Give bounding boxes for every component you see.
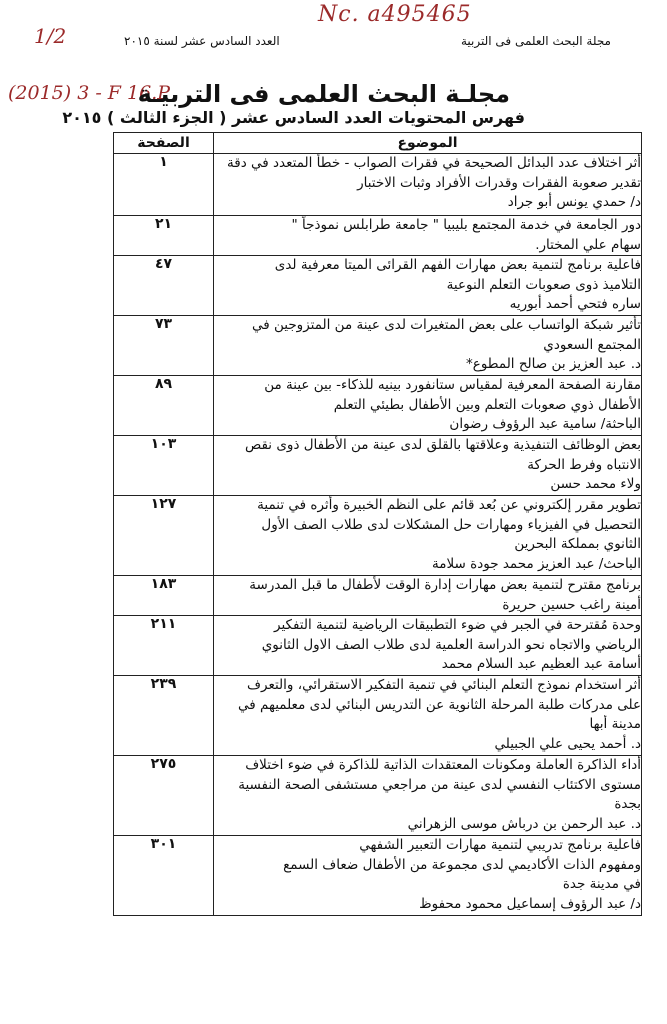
entry-topic-cell: [214, 676, 642, 756]
entry-title-line: ومفهوم الذات الأكاديمي لدى مجموعة من الأطفال ضعاف السمع: [283, 856, 641, 873]
entry-author: د/ حمدي يونس أبو جراد: [507, 194, 641, 210]
entry-topic-cell: [214, 154, 642, 216]
table-row: [114, 376, 642, 436]
contents-table-body: [114, 154, 642, 916]
entry-title-line: تأثير شبكة الواتساب على بعض المتغيرات لدى عينة من المتزوجين في: [251, 317, 641, 333]
running-header-issue: العدد السادس عشر لسنة ٢٠١٥: [124, 34, 280, 48]
entry-title-line: التحصيل في الفيزياء ومهارات حل المشكلات لدى طلاب الصف الأول: [261, 516, 641, 533]
entry-author: أسامة عبد العظيم عبد السلام محمد: [441, 656, 641, 672]
entry-page-number: ٢١١: [114, 616, 214, 676]
entry-page-number: ٢٣٩: [114, 676, 214, 756]
entry-title-line: برنامج مقترح لتنمية بعض مهارات إدارة الوقت لأطفال ما قبل المدرسة: [249, 577, 641, 593]
contents-table: [113, 132, 642, 916]
page-subtitle: فهرس المحتويات العدد السادس عشر ( الجزء الثالث ) ٢٠١٥: [62, 108, 525, 127]
entry-title-line: فاعلية برنامج تدريبي لتنمية مهارات التعبير الشفهي: [359, 837, 641, 853]
entry-author: د. عبد الرحمن بن درباش موسى الزهراني: [407, 815, 641, 832]
entry-title-line: في مدينة جدة: [562, 876, 641, 892]
table-row: [114, 836, 642, 916]
table-row: [114, 576, 642, 616]
page-title: مجلـة البحث العلمى فى التربيـة: [137, 80, 510, 108]
table-header-row: [114, 133, 642, 154]
entry-title-line: بجدة: [614, 796, 641, 812]
entry-title-line: وحدة مُقترحة في الجبر في ضوء التطبيقات الرياضية لتنمية التفكير: [274, 617, 641, 633]
entry-title-line: المجتمع السعودي: [543, 336, 641, 353]
entry-title-line: أثر اختلاف عدد البدائل الصحيحة في فقرات الصواب - خطأ المتعدد في دقة: [227, 155, 641, 171]
entry-page-number: ١٨٣: [114, 576, 214, 616]
entry-topic-cell: [214, 376, 642, 436]
running-header-journal: مجلة البحث العلمى فى التربية: [460, 34, 611, 48]
table-row: [114, 256, 642, 316]
entry-topic-cell: [214, 256, 642, 316]
entry-topic-cell: [214, 576, 642, 616]
entry-title-line: دور الجامعة في خدمة المجتمع بليبيا " جامعة طرابلس نموذجاً ": [291, 217, 641, 233]
handwritten-fraction: 1/2: [34, 24, 67, 48]
entry-author: الباحثة/ سامية عبد الرؤوف رضوان: [449, 416, 641, 432]
entry-topic-cell: [214, 836, 642, 916]
entry-author: د. أحمد يحيى علي الجبيلي: [494, 735, 641, 752]
entry-topic-cell: [214, 496, 642, 576]
entry-author: ساره فتحي أحمد أبوريه: [509, 296, 641, 312]
entry-page-number: ٤٧: [114, 256, 214, 316]
entry-title-line: الرياضي والاتجاه نحو الدراسة العلمية لدى طلاب الصف الاول الثانوي: [261, 636, 641, 653]
table-row: [114, 154, 642, 216]
entry-topic-cell: [214, 436, 642, 496]
entry-title-line: الثانوي بمملكة البحرين: [514, 536, 641, 552]
table-row: [114, 616, 642, 676]
entry-title-line: الأطفال ذوي صعوبات التعلم وبين الأطفال بطيئي التعلم: [333, 396, 641, 413]
entry-title-line: تطوير مقرر إلكتروني عن بُعد قائم على النظم الخبيرة وأثره في تنمية: [257, 497, 641, 513]
table-row: [114, 756, 642, 836]
entry-topic-cell: [214, 316, 642, 376]
entry-page-number: ٣٠١: [114, 836, 214, 916]
entry-title-line: التلاميذ ذوى صعوبات التعلم النوعية: [446, 276, 641, 293]
entry-page-number: ٢١: [114, 216, 214, 256]
table-row: [114, 676, 642, 756]
table-row: [114, 316, 642, 376]
entry-author: سهام علي المختار.: [535, 236, 641, 253]
column-header-topic: الموضوع: [214, 133, 642, 154]
entry-author: الباحث/ عبد العزيز محمد جودة سلامة: [432, 555, 641, 572]
entry-title-line: مقارنة الصفحة المعرفية لمقياس ستانفورد بينيه للذكاء- بين عينة من: [264, 377, 641, 393]
entry-topic-cell: [214, 616, 642, 676]
entry-title-line: مدينة أبها: [589, 716, 641, 732]
handwritten-shelf-code: (2015) 3 - F 16.P: [8, 82, 171, 104]
column-header-page: الصفحة: [114, 133, 214, 154]
entry-topic-cell: [214, 756, 642, 836]
entry-page-number: ١: [114, 154, 214, 216]
entry-topic-cell: [214, 216, 642, 256]
entry-page-number: ٧٣: [114, 316, 214, 376]
entry-title-line: فاعلية برنامج لتنمية بعض مهارات الفهم القرائى الميتا معرفية لدى: [274, 257, 641, 273]
entry-title-line: الانتباه وفرط الحركة: [527, 456, 641, 473]
entry-title-line: تقدير صعوبة الفقرات وقدرات الأفراد وثبات الاختبار: [357, 174, 641, 191]
entry-page-number: ٢٧٥: [114, 756, 214, 836]
entry-title-line: مستوى الاكتئاب النفسي لدى عينة من مراجعي مستشفى الصحة النفسية: [238, 776, 641, 793]
entry-author: د. عبد العزيز بن صالح المطوع*: [466, 356, 641, 372]
entry-author: د/ عبد الرؤوف إسماعيل محمود محفوظ: [419, 895, 641, 912]
entry-author: ولاء محمد حسن: [550, 476, 641, 492]
entry-page-number: ١٢٧: [114, 496, 214, 576]
handwritten-accession-number: Nc. a495465: [318, 2, 472, 27]
table-row: [114, 496, 642, 576]
table-row: [114, 216, 642, 256]
entry-page-number: ١٠٣: [114, 436, 214, 496]
entry-author: أمينة راغب حسين حريرة: [502, 596, 641, 613]
entry-title-line: أثر استخدام نموذج التعلم البنائي في تنمية التفكير الاستقرائي، والتعرف: [247, 677, 641, 693]
entry-title-line: على مدركات طلبة المرحلة الثانوية عن التدريس البنائي لدى معلميهم في: [238, 696, 641, 713]
entry-title-line: بعض الوظائف التنفيذية وعلاقتها بالقلق لدى عينة من الأطفال ذوى نقص: [244, 437, 641, 453]
entry-page-number: ٨٩: [114, 376, 214, 436]
table-row: [114, 436, 642, 496]
entry-title-line: أداء الذاكرة العاملة ومكونات المعتقدات الذاتية للذاكرة في ضوء اختلاف: [245, 757, 641, 773]
